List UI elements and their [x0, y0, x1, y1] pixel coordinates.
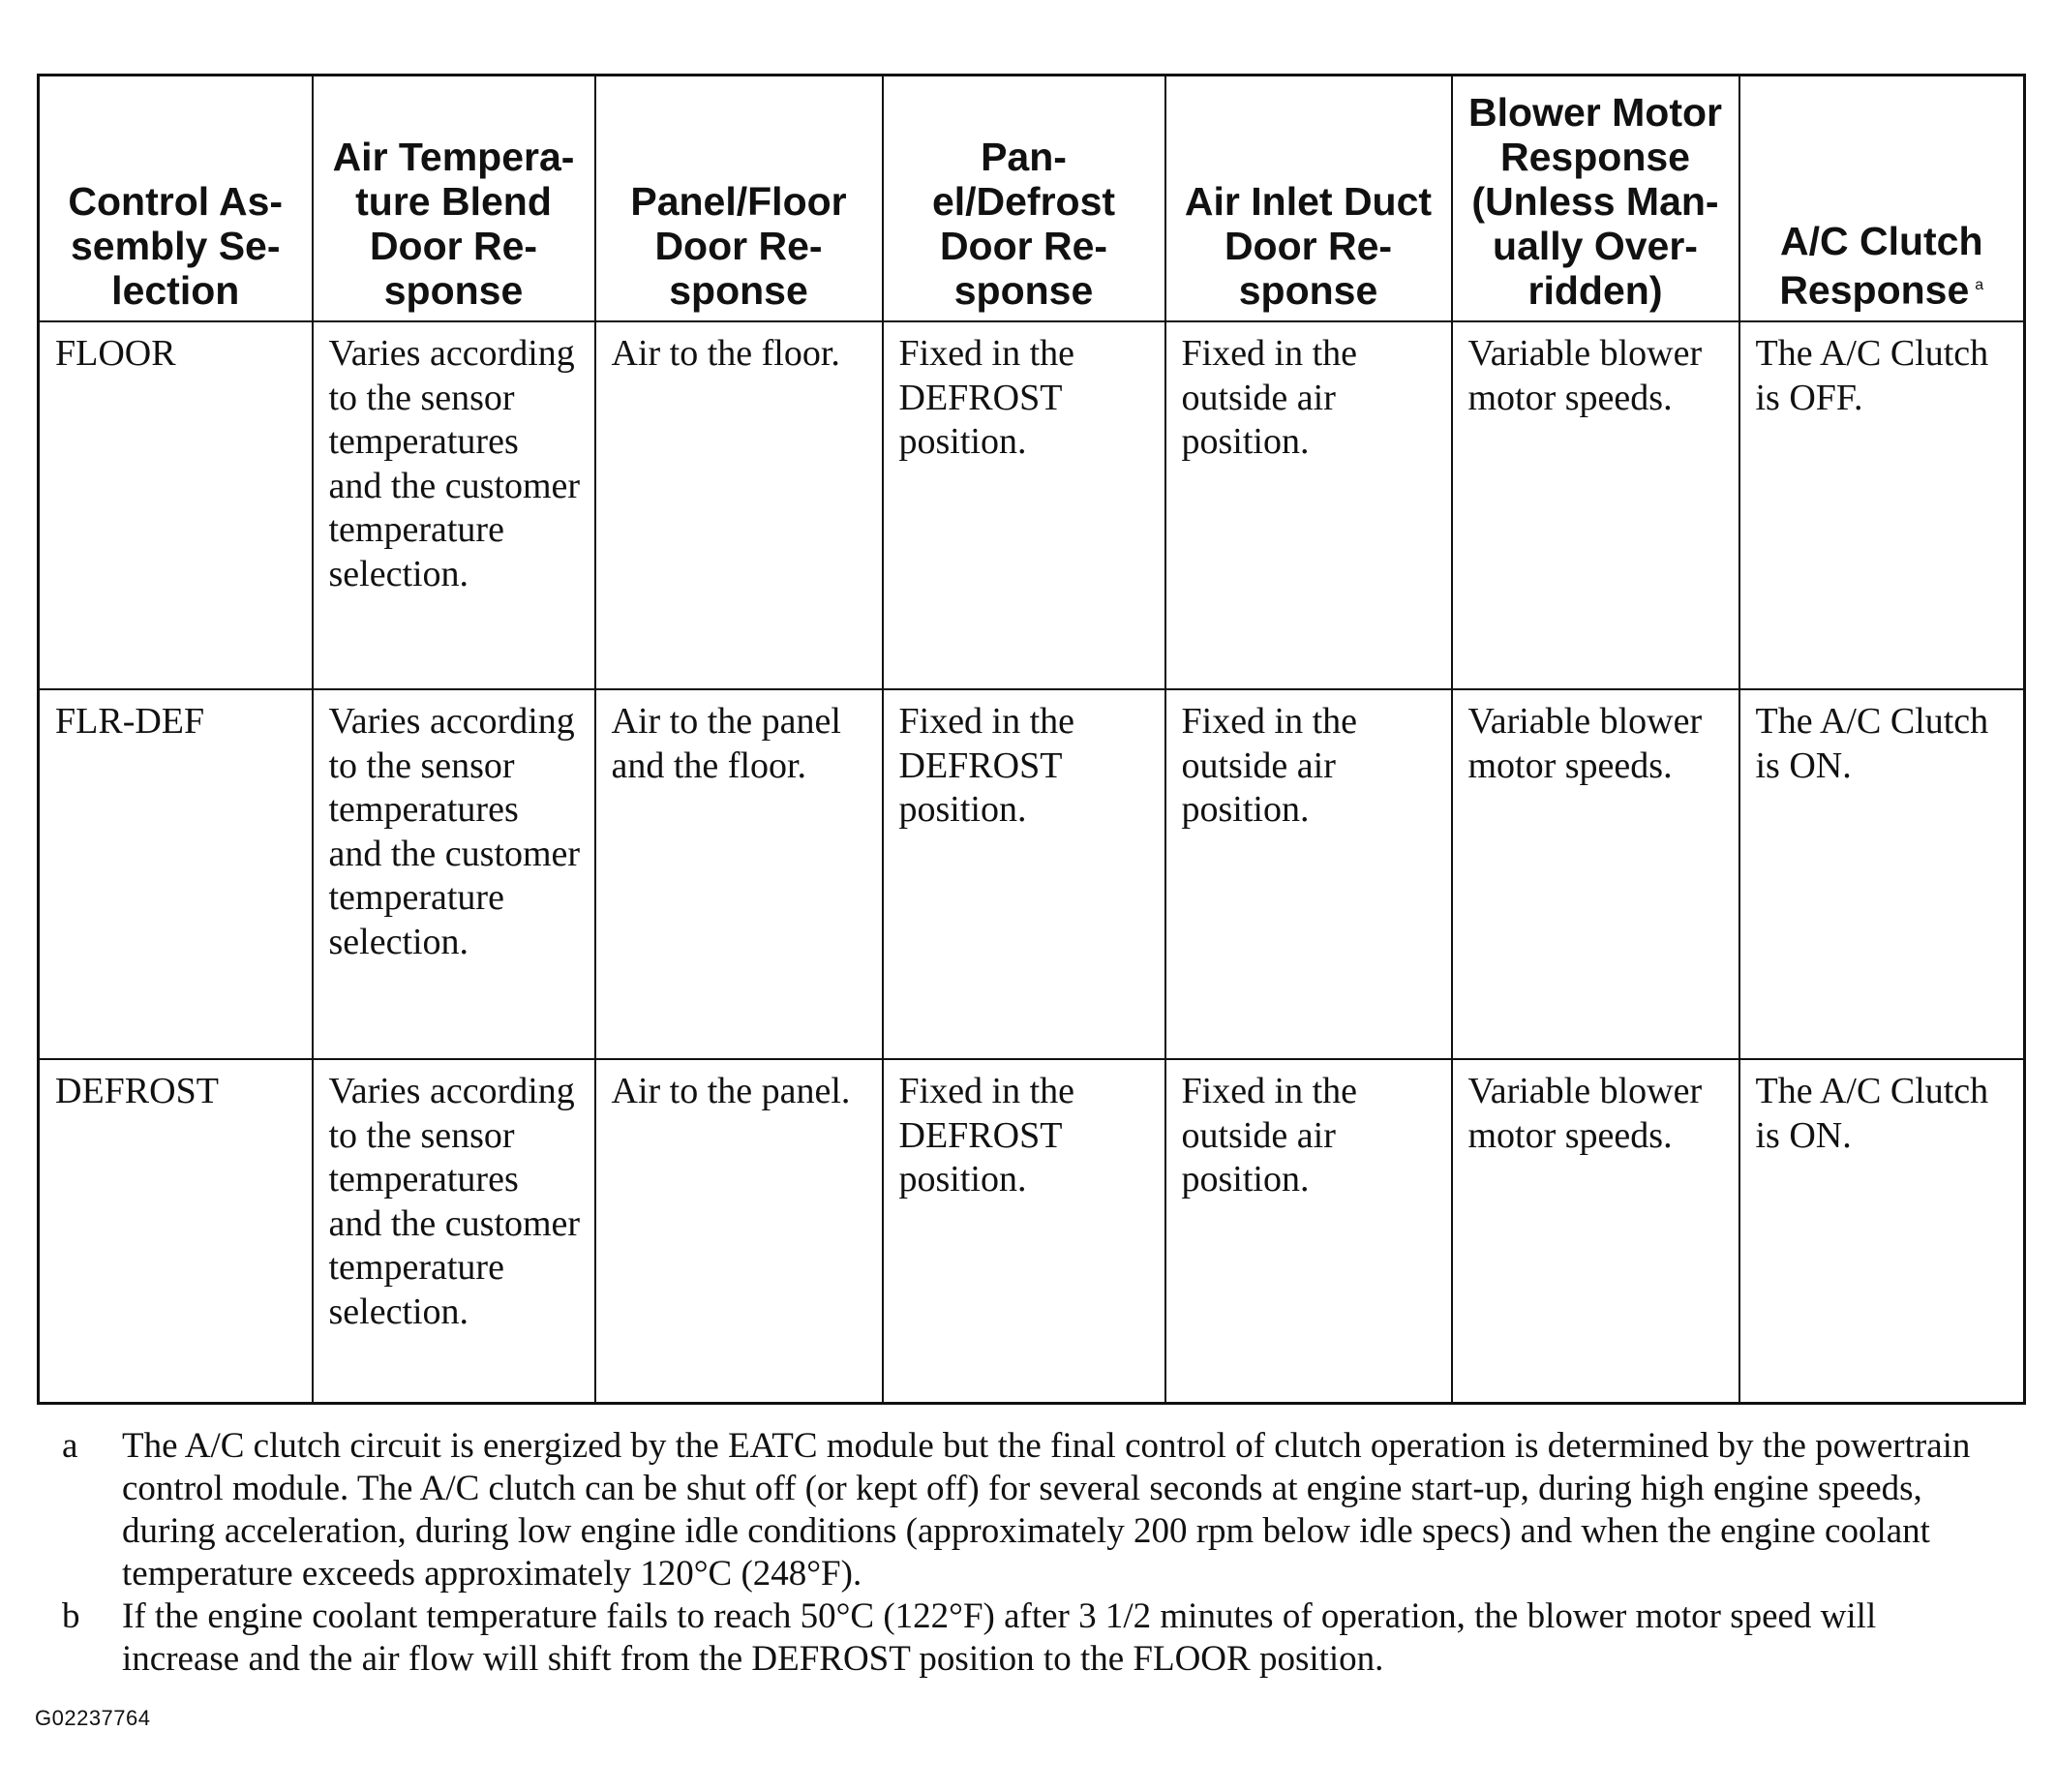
footnote-mark: a: [62, 1426, 78, 1466]
footnote-b: [62, 1595, 1998, 1681]
table-cell: Air to the panel and the floor.: [595, 689, 883, 1059]
table-row: [39, 321, 2025, 689]
table-cell: Variable blower motor speeds.: [1452, 321, 1739, 689]
table-cell-selection: FLOOR: [39, 321, 313, 689]
table-cell: Fixed in the DEFROST position.: [883, 689, 1165, 1059]
table-cell: Varies according to the sensor temperatures and the customer temperature selection.: [313, 689, 595, 1059]
table-cell: Variable blower motor speeds.: [1452, 1059, 1739, 1404]
table-cell: Fixed in the outside air position.: [1165, 1059, 1452, 1404]
header-panel-floor-door: Panel/Floor Door Re-sponse: [595, 76, 883, 322]
table-cell: Air to the floor.: [595, 321, 883, 689]
footnote-a: [62, 1425, 1998, 1595]
table-cell: The A/C Clutch is OFF.: [1739, 321, 2025, 689]
header-ac-clutch-label: A/C Clutch Response: [1779, 219, 1983, 313]
table-cell: Fixed in the outside air position.: [1165, 321, 1452, 689]
table-cell: Fixed in the DEFROST position.: [883, 321, 1165, 689]
header-ac-clutch-response: [1739, 76, 2025, 322]
table-row: [39, 689, 2025, 1059]
table-cell: Fixed in the outside air position.: [1165, 689, 1452, 1059]
footnote-mark: b: [62, 1596, 80, 1636]
footnote-reference-a: a: [1975, 277, 1984, 294]
table-cell: Air to the panel.: [595, 1059, 883, 1404]
table-cell: The A/C Clutch is ON.: [1739, 1059, 2025, 1404]
footnotes: [62, 1425, 1998, 1681]
header-blower-motor-response: Blower Motor Response (Unless Man-ually Over-ridden): [1452, 76, 1739, 322]
eatc-response-table: [37, 74, 2026, 1405]
header-air-inlet-duct-door: Air Inlet Duct Door Re-sponse: [1165, 76, 1452, 322]
table-cell: Varies according to the sensor temperatures and the customer temperature selection.: [313, 1059, 595, 1404]
figure-id: G02237764: [35, 1706, 151, 1730]
table-header-row: [39, 76, 2025, 322]
table-row: [39, 1059, 2025, 1404]
footnote-text: If the engine coolant temperature fails to reach 50°C (122°F) after 3 1/2 minutes of operation, the blower motor speed will increase and the air flow will shift from the DEFROST position to the FLOOR position.: [122, 1596, 1877, 1679]
table-cell-selection: FLR-DEF: [39, 689, 313, 1059]
table-cell: Fixed in the DEFROST position.: [883, 1059, 1165, 1404]
table-cell: Variable blower motor speeds.: [1452, 689, 1739, 1059]
header-panel-defrost-door: Pan-el/Defrost Door Re-sponse: [883, 76, 1165, 322]
header-air-temperature-blend-door: Air Tempera-ture Blend Door Re-sponse: [313, 76, 595, 322]
header-control-assembly-selection: Control As-sembly Se-lection: [39, 76, 313, 322]
table-cell: The A/C Clutch is ON.: [1739, 689, 2025, 1059]
table-cell: Varies according to the sensor temperatures and the customer temperature selection.: [313, 321, 595, 689]
table-cell-selection: DEFROST: [39, 1059, 313, 1404]
footnote-text: The A/C clutch circuit is energized by the EATC module but the final control of clutch operation is determined by the powertrain control module. The A/C clutch can be shut off (or kept off) for several seconds at engine start-up, during high engine speeds, during acceleration, during low engine idle conditions (approximately 200 rpm below idle specs) and when the engine coolant temperature exceeds approximately 120°C (248°F).: [122, 1426, 1971, 1594]
